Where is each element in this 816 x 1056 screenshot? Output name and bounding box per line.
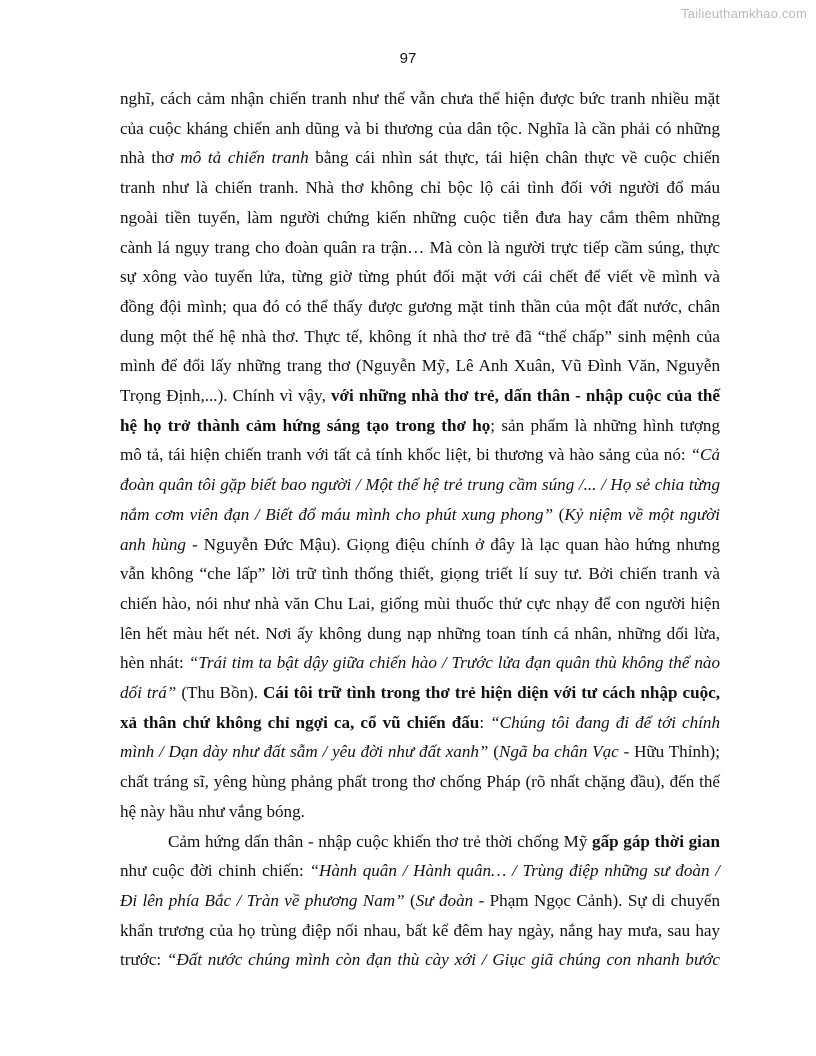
- paragraph: [120, 827, 720, 976]
- text-line: [120, 589, 720, 619]
- text-line: [120, 886, 720, 916]
- text-line: [120, 619, 720, 649]
- text-line: [120, 143, 720, 173]
- text-run: vẫn không “che lấp” lời trữ tình thống thiết, giọng triết lí suy tư. Bởi chiến tranh và: [120, 564, 720, 584]
- italic-text: đoàn quân tôi gặp biết bao người / Một thế hệ trẻ trung cầm súng /... / Họ sẻ chia từng: [120, 475, 720, 495]
- text-run: :: [479, 712, 491, 732]
- text-line: [120, 797, 720, 827]
- italic-text: Sư đoàn: [415, 890, 474, 910]
- watermark: Tailieuthamkhao.com: [681, 6, 807, 21]
- text-line: [120, 678, 720, 708]
- text-line: [120, 322, 720, 352]
- italic-text: mình / Dạn dày như đất sẫm / yêu đời như đất xanh”: [120, 742, 489, 762]
- text-run: sự xông vào tuyến lửa, từng giờ từng phút đối mặt với cái chết để viết về mình và: [120, 267, 720, 287]
- text-run: (: [553, 504, 565, 524]
- page-number: 97: [399, 50, 417, 67]
- text-line: [120, 203, 720, 233]
- italic-text: “Cả: [690, 445, 720, 465]
- text-line: [120, 708, 720, 738]
- text-run: khẩn trương của họ trùng điệp nối nhau, bất kể đêm hay ngày, nắng hay mưa, sau hay: [120, 920, 720, 940]
- text-run: (: [404, 890, 416, 910]
- italic-text: “Chúng tôi đang đi để tới chính: [490, 712, 721, 732]
- text-line: [120, 411, 720, 441]
- text-line: [120, 114, 720, 144]
- italic-text: Kỷ niệm về một người: [564, 504, 721, 524]
- text-line: [120, 827, 720, 857]
- text-line: [120, 470, 720, 500]
- text-line: [120, 856, 720, 886]
- text-line: [120, 262, 720, 292]
- text-line: [120, 648, 720, 678]
- document-body: [120, 84, 720, 975]
- text-line: [120, 233, 720, 263]
- italic-text: Đi lên phía Bắc / Tràn về phương Nam”: [120, 890, 405, 910]
- text-run: tranh như là chiến tranh. Nhà thơ không chỉ bộc lộ cái tình đối với người đổ máu: [120, 178, 720, 198]
- text-run: trước:: [120, 950, 167, 970]
- text-run: ngoài tiền tuyến, làm người chứng kiến những cuộc tiễn đưa hay cắm thêm những: [120, 207, 720, 227]
- text-line: [120, 916, 720, 946]
- text-line: [120, 559, 720, 589]
- text-run: - Phạm Ngọc Cảnh). Sự di chuyển: [473, 890, 721, 910]
- italic-text: “Đất nước chúng mình còn đạn thù cày xới / Giục giã chúng con nhanh bước: [166, 950, 720, 970]
- text-run: cành lá ngụy trang cho đoàn quân ra trận… Mà còn là người trực tiếp cầm súng, thực: [120, 237, 720, 257]
- text-run: (: [488, 742, 499, 762]
- text-line: [120, 381, 720, 411]
- italic-text: nắm cơm viên đạn / Biết đổ máu mình cho phút xung phong”: [120, 504, 554, 524]
- text-run: Trọng Định,...). Chính vì vậy,: [120, 386, 331, 406]
- text-run: như cuộc đời chinh chiến:: [120, 861, 310, 881]
- text-run: nghĩ, cách cảm nhận chiến tranh như thế vẫn chưa thể hiện được bức tranh nhiều mặt: [120, 89, 720, 108]
- text-run: (Thu Bồn).: [176, 683, 264, 703]
- text-run: - Nguyễn Đức Mậu). Giọng điệu chính ở đây là lạc quan hào hứng nhưng: [185, 534, 720, 554]
- bold-text: hệ họ trở thành cảm hứng sáng tạo trong thơ họ: [120, 415, 491, 435]
- paragraph: [120, 84, 720, 827]
- text-run: bằng cái nhìn sát thực, tái hiện chân thực về cuộc chiến: [308, 148, 720, 168]
- bold-text: Cái tôi trữ tình trong thơ trẻ hiện diện với tư cách nhập cuộc,: [263, 683, 720, 703]
- text-run: chiến hào, nói như nhà văn Chu Lai, giống mùi thuốc thử cực nhạy để con người hiện: [120, 593, 720, 613]
- bold-text: gấp gáp thời gian: [592, 831, 720, 851]
- text-line: [120, 530, 720, 560]
- text-line: [120, 737, 720, 767]
- text-line: [120, 500, 720, 530]
- text-run: đồng đội mình; qua đó có thể thấy được gương mặt tinh thần của một đất nước, chân: [120, 296, 720, 316]
- text-run: hèn nhát:: [120, 653, 189, 673]
- italic-text: mô tả chiến tranh: [180, 148, 309, 168]
- text-run: lên hết màu hết nét. Nơi ấy không dung nạp những toan tính cá nhân, những dối lừa,: [120, 623, 720, 643]
- text-run: Cảm hứng dấn thân - nhập cuộc khiến thơ trẻ thời chống Mỹ: [168, 831, 593, 851]
- text-run: nhà thơ: [120, 148, 181, 168]
- text-line: [120, 945, 720, 975]
- text-run: ; sản phẩm là những hình tượng: [490, 415, 721, 435]
- text-line: [120, 292, 720, 322]
- bold-text: với những nhà thơ trẻ, dấn thân - nhập cuộc của thế: [330, 386, 720, 406]
- text-run: hệ này hầu như vắng bóng.: [120, 801, 305, 821]
- text-line: [120, 84, 720, 114]
- text-run: dung một thế hệ nhà thơ. Thực tế, không ít nhà thơ trẻ đã “thế chấp” sinh mệnh của: [120, 326, 720, 346]
- text-line: [120, 351, 720, 381]
- italic-text: Ngã ba chân Vạc: [498, 742, 619, 762]
- text-run: mình để đổi lấy những trang thơ (Nguyễn Mỹ, Lê Anh Xuân, Vũ Đình Văn, Nguyễn: [120, 356, 720, 376]
- text-run: chất tráng sĩ, yêng hùng phảng phất trong thơ chống Pháp (rõ nhất chặng đầu), đến thế: [120, 772, 720, 792]
- text-line: [120, 173, 720, 203]
- italic-text: dối trá”: [120, 683, 177, 703]
- italic-text: anh hùng: [120, 534, 186, 554]
- text-run: - Hữu Thỉnh);: [618, 742, 720, 762]
- text-line: [120, 440, 720, 470]
- italic-text: “Trái tim ta bật dậy giữa chiến hào / Trước lửa đạn quân thù không thể nào: [188, 653, 720, 673]
- text-run: của cuộc kháng chiến anh dũng và bi thương của dân tộc. Nghĩa là cần phải có những: [120, 118, 720, 138]
- text-line: [120, 767, 720, 797]
- text-run: mô tả, tái hiện chiến tranh với tất cả tính khốc liệt, bi thương và hào sảng của nó:: [120, 445, 691, 465]
- bold-text: xả thân chứ không chỉ ngợi ca, cổ vũ chiến đấu: [120, 712, 480, 732]
- italic-text: “Hành quân / Hành quân… / Trùng điệp những sư đoàn /: [309, 861, 720, 881]
